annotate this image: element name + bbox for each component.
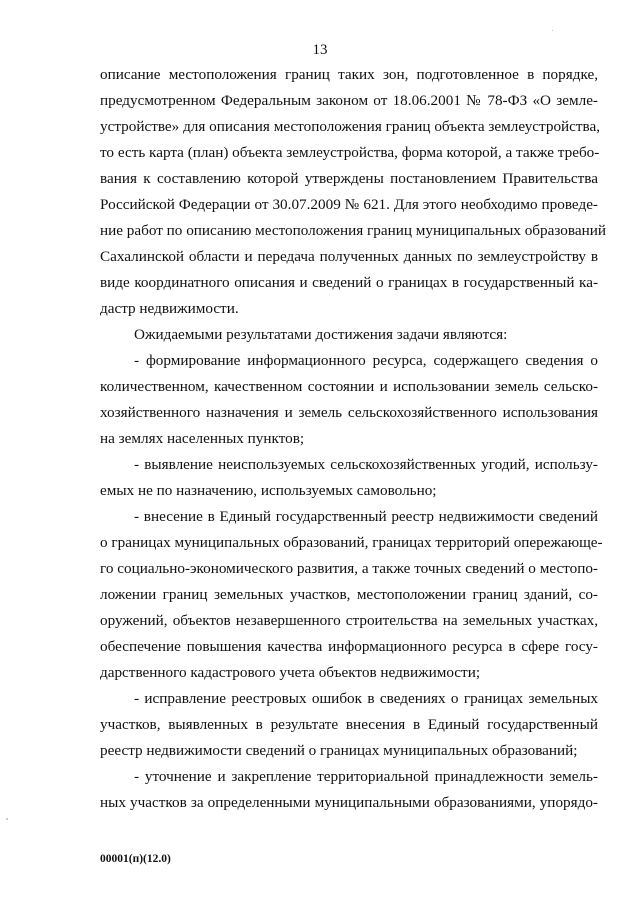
text-line: Ожидаемыми результатами достижения задачи являются: [134, 326, 508, 343]
list-item-line: - выявление неиспользуемых сельскохозяйственных угодий, использу- [134, 456, 598, 473]
list-item-line: - исправление реестровых ошибок в сведениях о границах земельных [134, 690, 598, 707]
text-line: виде координатного описания и сведений о границах в государственный ка- [100, 274, 598, 291]
text-line: предусмотренном Федеральным законом от 18.06.2001 № 78-ФЗ «О земле- [100, 92, 598, 109]
list-item-line: - формирование информационного ресурса, содержащего сведения о [134, 352, 598, 369]
scan-speck [6, 818, 8, 820]
text-line: то есть карта (план) объекта землеустройства, форма которой, а также требо- [100, 144, 600, 161]
text-line: количественном, качественном состоянии и использовании земель сельско- [100, 378, 598, 395]
text-line: емых не по назначению, используемых самовольно; [100, 482, 437, 499]
text-line: обеспечение повышения качества информационного ресурса в сфере госу- [100, 638, 598, 655]
text-line: на землях населенных пунктов; [100, 430, 305, 447]
text-line: участков, выявленных в результате внесения в Единый государственный [100, 716, 598, 733]
list-item-line: - уточнение и закрепление территориальной принадлежности земель- [134, 768, 598, 785]
document-code: 00001(п)(12.0) [100, 853, 171, 865]
text-line: описание местоположения границ таких зон, подготовленное в порядке, [100, 66, 598, 83]
list-item-line: - внесение в Единый государственный реестр недвижимости сведений [134, 508, 598, 525]
text-line: оружений, объектов незавершенного строительства на земельных участках, [100, 612, 598, 629]
body-text [100, 62, 606, 816]
text-line: о границах муниципальных образований, границах территорий опережающе- [100, 534, 603, 551]
text-line: ние работ по описанию местоположения границ муниципальных образований [100, 222, 606, 239]
text-line: устройстве» для описания местоположения границ объекта землеустройства, [100, 118, 601, 135]
text-line: ложении границ земельных участков, местоположении границ зданий, со- [100, 586, 598, 603]
text-line: хозяйственного назначения и земель сельскохозяйственного использования [100, 404, 598, 421]
text-line: дастр недвижимости. [100, 300, 239, 317]
text-line: Сахалинской области и передача полученных данных по землеустройству в [100, 248, 598, 265]
page-number: 13 [312, 42, 328, 58]
text-line: Российской Федерации от 30.07.2009 № 621. Для этого необходимо проведе- [100, 196, 598, 213]
text-line: дарственного кадастрового учета объектов недвижимости; [100, 664, 481, 681]
text-line: реестр недвижимости сведений о границах муниципальных образований; [100, 742, 578, 759]
scan-speck [552, 30, 553, 31]
text-line: го социально-экономического развития, а также точных сведений о местопо- [100, 560, 598, 577]
text-line: вания к составлению которой утверждены постановлением Правительства [100, 170, 598, 187]
text-line: ных участков за определенными муниципальными образованиями, упорядо- [100, 794, 598, 811]
